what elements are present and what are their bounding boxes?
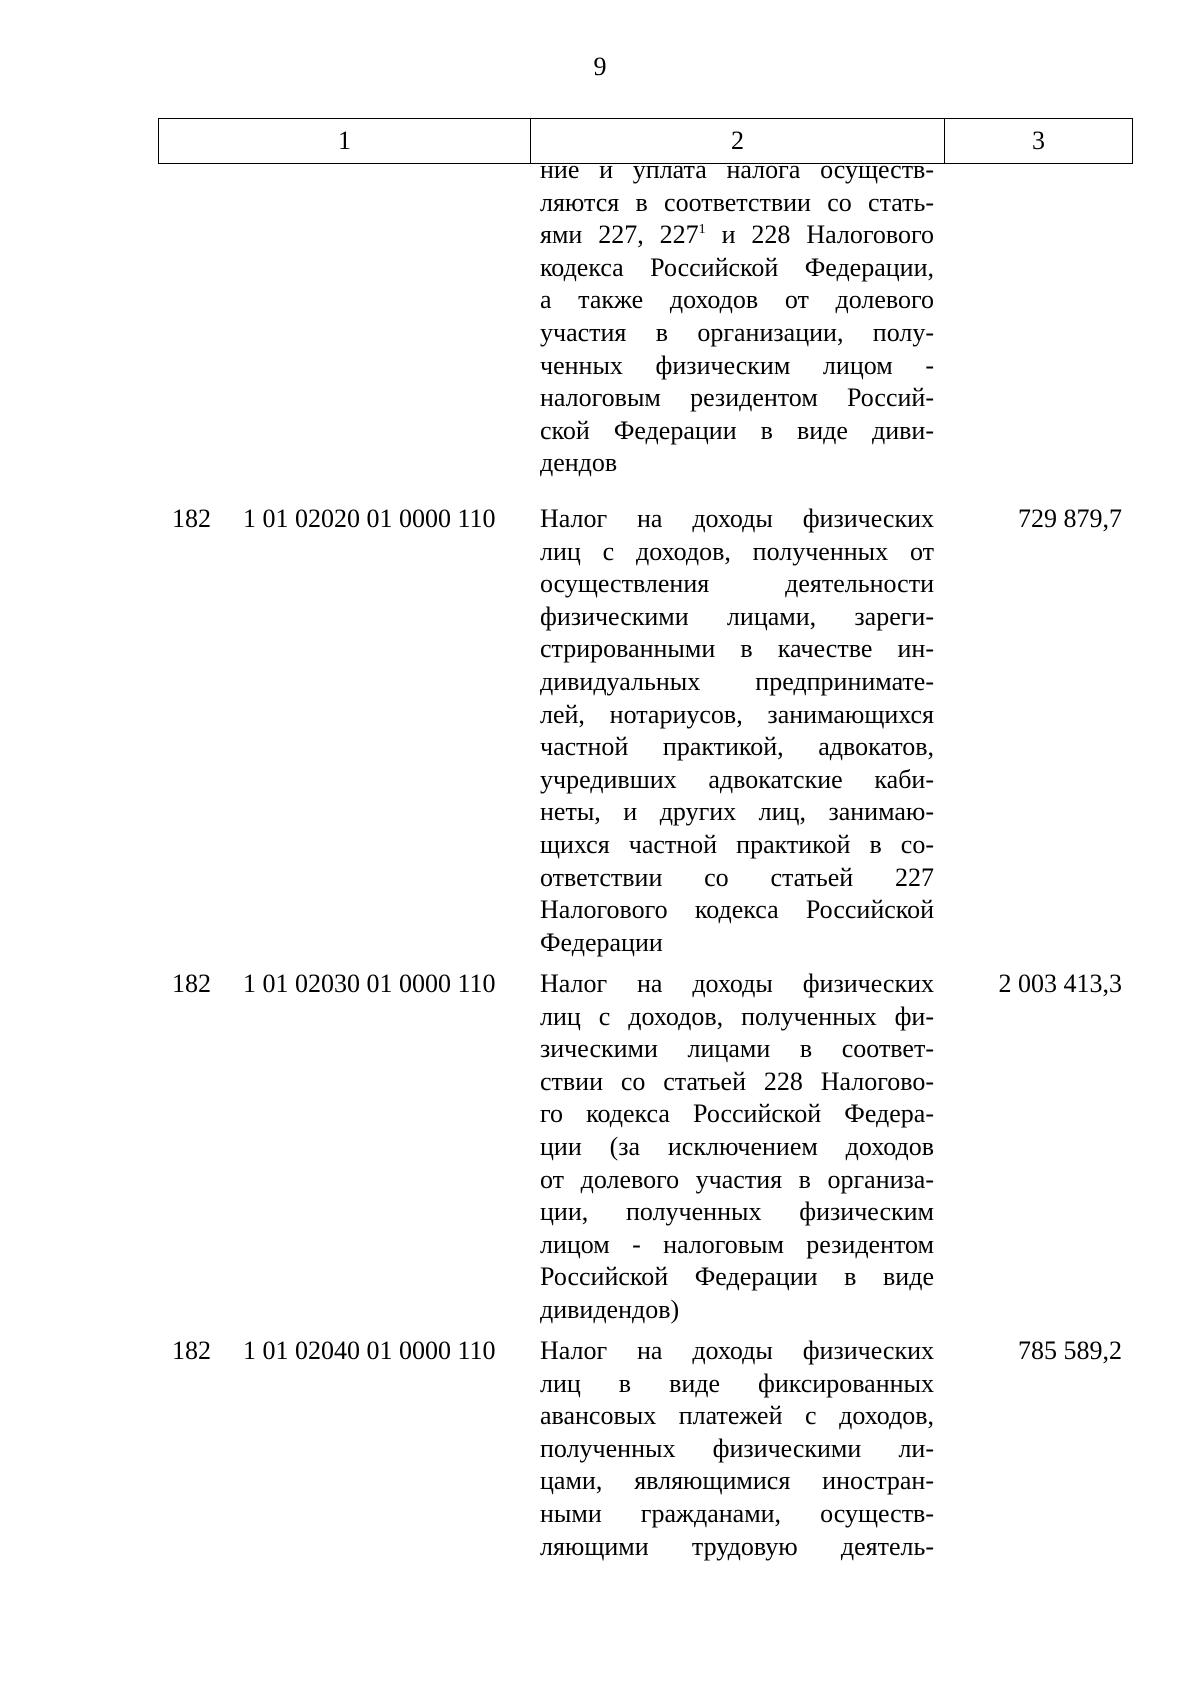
description-line: ными гражданами, осуществ-: [540, 1498, 934, 1528]
description-line: ствии со статьей 228 Налогово-: [540, 1066, 934, 1096]
amount-value: 785 589,2: [1018, 1336, 1122, 1365]
description-line: ской Федерации в виде диви-: [540, 415, 934, 445]
description-line: от долевого участия в организа-: [540, 1164, 934, 1194]
page-number: 9: [593, 52, 607, 81]
description-line-tail: и 228 Налогового: [705, 220, 934, 250]
description-line: Федерации: [540, 927, 663, 957]
description-line: Налог на доходы физических: [540, 1336, 934, 1365]
budget-classification-code: 1 01 02030 01 0000 110: [243, 969, 496, 998]
budget-classification-code: 1 01 02040 01 0000 110: [243, 1336, 496, 1365]
description-line: физическими лицами, зареги-: [540, 601, 934, 631]
description-line-head: ями 227, 227: [540, 220, 699, 250]
description-line: частной практикой, адвокатов,: [540, 732, 934, 762]
description-line: дивидуальных предпринимате-: [540, 666, 934, 696]
description-line: учредивших адвокатские каби-: [540, 764, 934, 794]
description-line: лиц в виде фиксированных: [540, 1368, 934, 1398]
column-header-1: 1: [159, 119, 531, 163]
admin-code: 182: [172, 969, 211, 998]
description-line: ции, полученных физическим: [540, 1197, 934, 1227]
description-line: зическими лицами в соответ-: [540, 1034, 934, 1064]
description-line: осуществления деятельности: [540, 569, 934, 599]
description-line: лиц с доходов, полученных от: [540, 536, 934, 566]
description-line: неты, и других лиц, занимаю-: [540, 797, 934, 827]
description-line: цами, являющимися иностран-: [540, 1466, 934, 1496]
description-line: полученных физическими ли-: [540, 1433, 934, 1463]
description-line: участия в организации, полу-: [540, 317, 934, 347]
column-header-3: 3: [1032, 126, 1045, 155]
row-description: [540, 503, 934, 959]
description-line: Российской Федерации в виде: [540, 1262, 934, 1292]
description-line: Налог на доходы физических: [540, 969, 934, 998]
description-line: ляющими трудовую деятель-: [540, 1531, 934, 1561]
description-line: кодекса Российской Федерации,: [540, 252, 934, 282]
description-line: лицом - налоговым резидентом: [540, 1229, 934, 1259]
description-line: дивидендов): [540, 1294, 680, 1324]
description-line: Налог на доходы физических: [540, 504, 934, 533]
admin-code: 182: [172, 1336, 211, 1365]
description-line: стрированными в качестве ин-: [540, 634, 934, 664]
description-line: ченных физическим лицом -: [540, 350, 934, 380]
description-line: Налогового кодекса Российской: [540, 895, 934, 925]
budget-classification-code: 1 01 02020 01 0000 110: [243, 504, 496, 533]
description-line: ляются в соответствии со стать-: [540, 187, 934, 217]
description-line: щихся частной практикой в со-: [540, 829, 934, 859]
description-line: [540, 219, 934, 252]
superscript-mark: 1: [698, 222, 706, 238]
description-line: го кодекса Российской Федера-: [540, 1099, 934, 1129]
description-line: авансовых платежей с доходов,: [540, 1401, 934, 1431]
description-line: ние и уплата налога осуществ-: [540, 155, 934, 184]
amount-value: 2 003 413,3: [998, 969, 1122, 998]
row-description: [540, 1335, 934, 1563]
description-line: лей, нотариусов, занимающихся: [540, 699, 934, 729]
description-line: а также доходов от долевого: [540, 285, 934, 315]
continuation-description: [540, 154, 934, 480]
description-line: лиц с доходов, полученных фи-: [540, 1001, 934, 1031]
row-description: [540, 968, 934, 1327]
admin-code: 182: [172, 504, 211, 533]
amount-value: 729 879,7: [1018, 504, 1122, 533]
description-line: налоговым резидентом Россий-: [540, 383, 934, 413]
column-header-2: 2: [531, 119, 945, 163]
description-line: ции (за исключением доходов: [540, 1131, 934, 1161]
description-line: ответствии со статьей 227: [540, 862, 934, 892]
description-line: дендов: [540, 448, 618, 478]
